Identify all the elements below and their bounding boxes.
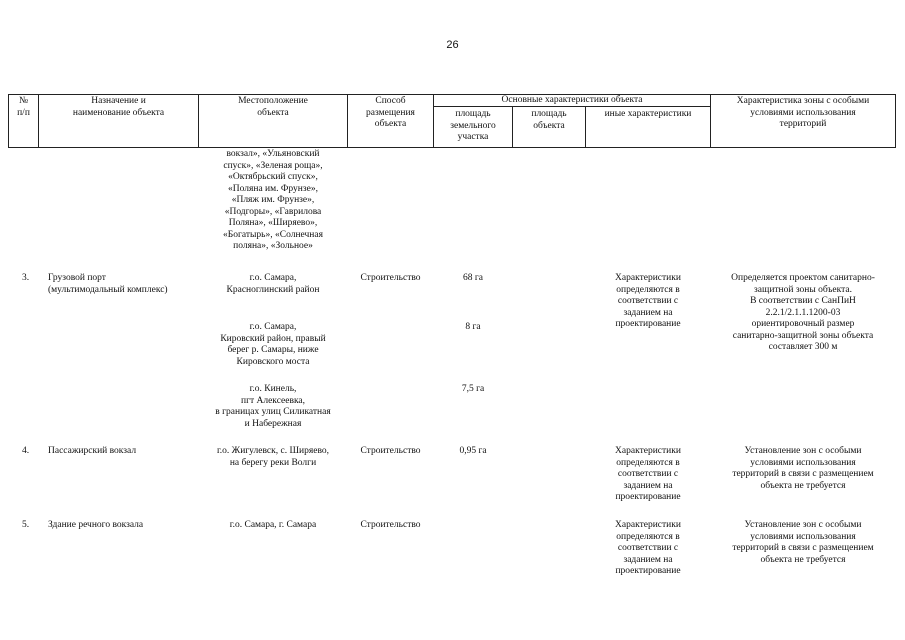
header-area-land: площадь земельного участка	[450, 109, 496, 142]
object-location: г.о. Жигулевск, с. Ширяево, на берегу реки Волги	[216, 446, 329, 468]
land-area: 68 га	[463, 273, 483, 283]
object-location: г.о. Самара, г. Самара	[229, 520, 317, 530]
placement-method: Строительство	[360, 273, 421, 283]
placement-method: Строительство	[360, 520, 421, 530]
land-area: 8 га	[465, 322, 481, 332]
header-other-chars: иные характеристики	[604, 109, 692, 119]
object-location: г.о. Самара, Кировский район, правый берег р. Самары, ниже Кировского моста	[220, 322, 326, 367]
placement-method: Строительство	[360, 446, 421, 456]
zone-characteristics: Определяется проектом санитарно- защитной зоны объекта. В соответствии с СанПиН 2.2.1/2.1.1.1200-03 ориентировочный размер санитарно-защитной зоны объекта составляет 300 м	[731, 273, 875, 352]
land-area: 0,95 га	[459, 446, 487, 456]
other-characteristics: Характеристики определяются в соответствии с заданием на проектирование	[615, 273, 681, 329]
object-location: г.о. Кинель, пгт Алексеевка, в границах улиц Силикатная и Набережная	[215, 384, 331, 429]
row-number: 3.	[22, 273, 30, 283]
object-location: г.о. Самара, Красноглинский район	[226, 273, 320, 295]
header-num: № п/п	[17, 96, 30, 118]
row-number: 4.	[22, 446, 30, 456]
header-area-object: площадь объекта	[531, 109, 567, 131]
header-divider	[895, 94, 896, 148]
header-location: Местоположение объекта	[238, 96, 308, 118]
page-number: 26	[446, 39, 459, 51]
continuation-location: вокзал», «Ульяновский спуск», «Зеленая роща», «Октябрьский спуск», «Поляна им. Фрунзе», «Пляж им. Фрунзе», «Подгоры», «Гаврилова Поляна», «Ширяево», «Богатырь», «Солнечная поляна», «Зольное»	[223, 149, 323, 251]
zone-characteristics: Установление зон с особыми условиями использования территорий в связи с размещением объекта не требуется	[732, 446, 874, 491]
object-name: Здание речного вокзала	[48, 520, 144, 530]
other-characteristics: Характеристики определяются в соответствии с заданием на проектирование	[615, 520, 681, 576]
header-main-chars: Основные характеристики объекта	[501, 95, 643, 105]
land-area: 7,5 га	[461, 384, 485, 394]
row-number: 5.	[22, 520, 30, 530]
header-zone: Характеристика зоны с особыми условиями использования территорий	[736, 96, 870, 129]
other-characteristics: Характеристики определяются в соответствии с заданием на проектирование	[615, 446, 681, 502]
header-bottom-border	[8, 147, 896, 148]
object-name: Пассажирский вокзал	[48, 446, 137, 456]
header-method: Способ размещения объекта	[366, 96, 415, 129]
header-name: Назначение и наименование объекта	[72, 96, 165, 118]
object-name: Грузовой порт (мультимодальный комплекс)	[48, 273, 168, 295]
zone-characteristics: Установление зон с особыми условиями использования территорий в связи с размещением объекта не требуется	[732, 520, 874, 565]
